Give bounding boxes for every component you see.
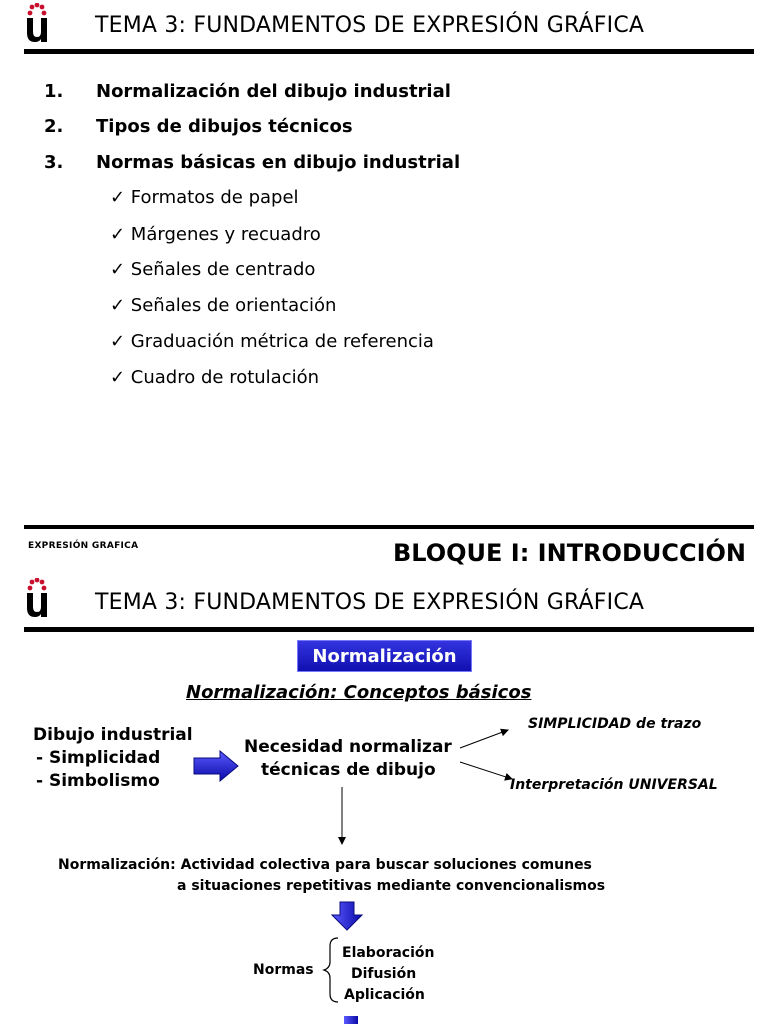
normas-item-difusion: Difusión: [351, 966, 417, 982]
list-item-2: Tipos de dibujos técnicos: [96, 116, 353, 137]
list-number-1: 1.: [44, 81, 64, 102]
slide1-title: TEMA 3: FUNDAMENTOS DE EXPRESIÓN GRÁFICA: [95, 13, 645, 38]
slide2-title: TEMA 3: FUNDAMENTOS DE EXPRESIÓN GRÁFICA: [95, 590, 645, 615]
slide2-header-left: EXPRESIÓN GRAFICA: [28, 541, 139, 551]
subitem-orientacion: ✓ Señales de orientación: [110, 295, 337, 316]
subitem-formatos: ✓ Formatos de papel: [110, 187, 299, 208]
definition-line-2: a situaciones repetitivas mediante convencionalismos: [177, 878, 606, 894]
left-block-line-2: - Simplicidad: [36, 748, 161, 768]
center-block-line-1: Necesidad normalizar: [244, 737, 452, 757]
normas-label: Normas: [253, 962, 314, 978]
center-block-line-2: técnicas de dibujo: [261, 760, 436, 780]
normas-item-aplicacion: Aplicación: [344, 987, 425, 1003]
normalizacion-box: Normalización: [297, 640, 472, 672]
right-top-label: SIMPLICIDAD de trazo: [528, 716, 702, 732]
section-title: Normalización: Conceptos básicos: [186, 682, 532, 703]
right-bottom-label: Interpretación UNIVERSAL: [510, 777, 718, 793]
subitem-graduacion: ✓ Graduación métrica de referencia: [110, 331, 434, 352]
arrow-down-icon: [331, 901, 363, 931]
list-number-2: 2.: [44, 116, 64, 137]
subitem-margenes: ✓ Márgenes y recuadro: [110, 224, 321, 245]
list-number-3: 3.: [44, 152, 64, 173]
left-block-line-3: - Simbolismo: [36, 771, 160, 791]
normas-item-elaboracion: Elaboración: [342, 945, 435, 961]
subitem-rotulacion: ✓ Cuadro de rotulación: [110, 367, 320, 388]
subitem-centrado: ✓ Señales de centrado: [110, 259, 316, 280]
arrow-down-partial-icon: [344, 1016, 358, 1024]
left-block-line-1: Dibujo industrial: [33, 725, 193, 745]
definition-line-1: Normalización: Actividad colectiva para buscar soluciones comunes: [58, 857, 592, 873]
list-item-3: Normas básicas en dibujo industrial: [96, 152, 461, 173]
slide2-header-right: BLOQUE I: INTRODUCCIÓN: [393, 539, 746, 567]
list-item-1: Normalización del dibujo industrial: [96, 81, 451, 102]
